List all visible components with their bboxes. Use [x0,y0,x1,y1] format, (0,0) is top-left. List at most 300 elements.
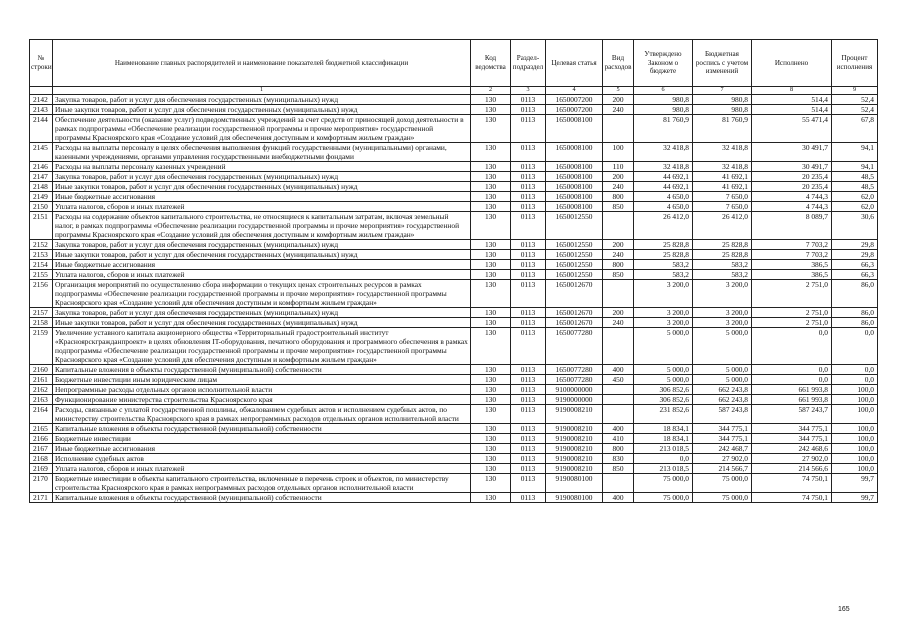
budget-list-amount-cell: 81 760,9 [693,114,752,142]
expense-type-cell: 240 [603,104,634,114]
percent-executed-cell: 62,0 [832,201,878,211]
row-name-cell: Расходы, связанные с уплатой государственной пошлины, обжалованием судебных актов и исполнением судебных актов, по министерству строительства Красноярского края в рамках непрограммных расходов отдельных органов исполнительной власти [53,404,471,423]
executed-amount-cell: 7 703,2 [752,239,832,249]
expense-type-cell [603,327,634,364]
percent-executed-cell: 100,0 [832,384,878,394]
column-number-cell: 9 [832,87,878,95]
row-number-cell: 2171 [30,492,53,502]
target-article-cell: 9190000000 [546,394,603,404]
row-name-cell: Обеспечение деятельности (оказание услуг) подведомственных учреждений за счет средств от приносящей доход деятельности в рамках подпрограммы «Обеспечение реализации государственной программы и прочие мероприятия» государственной программы Красноярского края «Создание условий для обеспечения доступным и комфортным жильем граждан» [53,114,471,142]
target-article-cell: 1650012550 [546,249,603,259]
expense-type-cell: 200 [603,94,634,104]
budget-list-amount-cell: 3 200,0 [693,279,752,307]
section-code-cell: 0113 [511,443,546,453]
target-article-cell: 9190008210 [546,463,603,473]
row-name-cell: Бюджетные инвестиции иным юридическим лицам [53,374,471,384]
dept-code-cell: 130 [471,433,511,443]
approved-amount-cell: 3 200,0 [634,307,693,317]
executed-amount-cell: 587 243,7 [752,404,832,423]
section-code-cell: 0113 [511,211,546,239]
executed-amount-cell: 0,0 [752,327,832,364]
budget-execution-table [29,39,878,503]
column-number-cell [30,87,53,95]
approved-amount-cell: 32 418,8 [634,142,693,161]
section-code-cell: 0113 [511,423,546,433]
expense-type-cell: 110 [603,161,634,171]
percent-executed-cell: 0,0 [832,327,878,364]
table-row [30,404,878,423]
row-number-cell: 2170 [30,473,53,492]
row-name-cell: Бюджетные инвестиции в объекты капитального строительства, включенные в перечень строек и объектов, по министерству строительства Красноярского края в рамках непрограммных расходов отдельных органов исполнительной власти [53,473,471,492]
row-name-cell: Капитальные вложения в объекты государственной (муниципальной) собственности [53,423,471,433]
expense-type-cell: 240 [603,181,634,191]
approved-amount-cell: 306 852,6 [634,394,693,404]
percent-executed-cell: 94,1 [832,161,878,171]
executed-amount-cell: 214 566,6 [752,463,832,473]
executed-amount-cell: 8 089,7 [752,211,832,239]
table-row [30,307,878,317]
percent-executed-cell: 86,0 [832,317,878,327]
approved-amount-cell: 18 834,1 [634,423,693,433]
target-article-cell: 1650012550 [546,269,603,279]
executed-amount-cell: 2 751,0 [752,279,832,307]
executed-amount-cell: 386,5 [752,269,832,279]
column-number-cell: 3 [511,87,546,95]
row-number-cell: 2157 [30,307,53,317]
dept-code-cell: 130 [471,453,511,463]
row-name-cell: Капитальные вложения в объекты государственной (муниципальной) собственности [53,364,471,374]
section-code-cell: 0113 [511,492,546,502]
row-number-cell: 2143 [30,104,53,114]
target-article-cell: 1650008100 [546,201,603,211]
budget-list-amount-cell: 3 200,0 [693,317,752,327]
section-code-cell: 0113 [511,404,546,423]
percent-executed-cell: 48,5 [832,181,878,191]
row-number-cell: 2144 [30,114,53,142]
executed-amount-cell: 27 902,0 [752,453,832,463]
expense-type-cell: 800 [603,259,634,269]
approved-amount-cell: 5 000,0 [634,327,693,364]
target-article-cell: 9190008210 [546,443,603,453]
budget-list-amount-cell: 980,8 [693,94,752,104]
expense-type-cell: 800 [603,191,634,201]
row-number-cell: 2168 [30,453,53,463]
column-number-cell: 2 [471,87,511,95]
section-code-cell: 0113 [511,463,546,473]
approved-amount-cell: 18 834,1 [634,433,693,443]
budget-list-amount-cell: 26 412,0 [693,211,752,239]
header-budget-list: Бюджетная роспись с учетом изменений [693,40,752,87]
target-article-cell: 1650077280 [546,374,603,384]
percent-executed-cell: 86,0 [832,307,878,317]
budget-list-amount-cell: 75 000,0 [693,492,752,502]
table-row [30,279,878,307]
budget-list-amount-cell: 662 243,8 [693,394,752,404]
dept-code-cell: 130 [471,161,511,171]
section-code-cell: 0113 [511,433,546,443]
dept-code-cell: 130 [471,307,511,317]
target-article-cell: 1650008100 [546,161,603,171]
approved-amount-cell: 3 200,0 [634,279,693,307]
target-article-cell: 9100000000 [546,384,603,394]
table-row [30,453,878,463]
section-code-cell: 0113 [511,394,546,404]
approved-amount-cell: 32 418,8 [634,161,693,171]
executed-amount-cell: 661 993,8 [752,384,832,394]
target-article-cell: 1650077280 [546,364,603,374]
approved-amount-cell: 75 000,0 [634,473,693,492]
target-article-cell: 9190008210 [546,404,603,423]
percent-executed-cell: 100,0 [832,453,878,463]
table-row [30,423,878,433]
approved-amount-cell: 44 692,1 [634,171,693,181]
percent-executed-cell: 94,1 [832,142,878,161]
section-code-cell: 0113 [511,384,546,394]
executed-amount-cell: 30 491,7 [752,161,832,171]
row-name-cell: Функционирование министерства строительства Красноярского края [53,394,471,404]
budget-list-amount-cell: 41 692,1 [693,171,752,181]
row-number-cell: 2167 [30,443,53,453]
table-row [30,269,878,279]
row-number-cell: 2164 [30,404,53,423]
dept-code-cell: 130 [471,104,511,114]
row-number-cell: 2163 [30,394,53,404]
budget-list-amount-cell: 344 775,1 [693,423,752,433]
table-row [30,374,878,384]
row-number-cell: 2154 [30,259,53,269]
column-number-cell: 7 [693,87,752,95]
expense-type-cell [603,384,634,394]
target-article-cell: 9190008210 [546,433,603,443]
table-row [30,201,878,211]
percent-executed-cell: 66,3 [832,259,878,269]
row-number-cell: 2156 [30,279,53,307]
dept-code-cell: 130 [471,404,511,423]
approved-amount-cell: 0,0 [634,453,693,463]
percent-executed-cell: 29,8 [832,239,878,249]
expense-type-cell: 400 [603,492,634,502]
table-row [30,181,878,191]
row-name-cell: Закупка товаров, работ и услуг для обеспечения государственных (муниципальных) нужд [53,239,471,249]
budget-list-amount-cell: 662 243,8 [693,384,752,394]
percent-executed-cell: 67,8 [832,114,878,142]
row-name-cell: Закупка товаров, работ и услуг для обеспечения государственных (муниципальных) нужд [53,94,471,104]
percent-executed-cell: 0,0 [832,374,878,384]
table-header-row [30,40,878,87]
row-number-cell: 2160 [30,364,53,374]
table-row [30,492,878,502]
approved-amount-cell: 75 000,0 [634,492,693,502]
executed-amount-cell: 4 744,3 [752,191,832,201]
row-name-cell: Уплата налогов, сборов и иных платежей [53,201,471,211]
approved-amount-cell: 3 200,0 [634,317,693,327]
percent-executed-cell: 99,7 [832,473,878,492]
column-number-cell: 5 [603,87,634,95]
row-name-cell: Иные закупки товаров, работ и услуг для обеспечения государственных (муниципальных) нужд [53,181,471,191]
table-row [30,463,878,473]
approved-amount-cell: 5 000,0 [634,374,693,384]
executed-amount-cell: 0,0 [752,364,832,374]
section-code-cell: 0113 [511,249,546,259]
dept-code-cell: 130 [471,211,511,239]
expense-type-cell: 100 [603,142,634,161]
budget-list-amount-cell: 587 243,8 [693,404,752,423]
dept-code-cell: 130 [471,384,511,394]
column-number-cell: 1 [53,87,471,95]
row-name-cell: Расходы на выплаты персоналу в целях обеспечения выполнения функций государственными (муниципальными) органами, казенными учреждениями, органами управления государственными внебюджетными фондами [53,142,471,161]
executed-amount-cell: 344 775,1 [752,423,832,433]
row-number-cell: 2152 [30,239,53,249]
approved-amount-cell: 25 828,8 [634,239,693,249]
header-name: Наименование главных распорядителей и наименование показателей бюджетной классификации [53,40,471,87]
section-code-cell: 0113 [511,327,546,364]
approved-amount-cell: 44 692,1 [634,181,693,191]
executed-amount-cell: 242 468,6 [752,443,832,453]
table-row [30,473,878,492]
budget-list-amount-cell: 3 200,0 [693,307,752,317]
row-name-cell: Бюджетные инвестиции [53,433,471,443]
budget-list-amount-cell: 583,2 [693,259,752,269]
target-article-cell: 1650012550 [546,211,603,239]
expense-type-cell: 800 [603,443,634,453]
percent-executed-cell: 100,0 [832,463,878,473]
expense-type-cell: 400 [603,364,634,374]
budget-list-amount-cell: 7 650,0 [693,191,752,201]
target-article-cell: 1650012670 [546,317,603,327]
dept-code-cell: 130 [471,114,511,142]
column-number-cell: 6 [634,87,693,95]
section-code-cell: 0113 [511,161,546,171]
row-number-cell: 2145 [30,142,53,161]
target-article-cell: 1650008100 [546,142,603,161]
section-code-cell: 0113 [511,201,546,211]
executed-amount-cell: 661 993,8 [752,394,832,404]
budget-list-amount-cell: 5 000,0 [693,374,752,384]
dept-code-cell: 130 [471,191,511,201]
row-name-cell: Уплата налогов, сборов и иных платежей [53,463,471,473]
percent-executed-cell: 52,4 [832,104,878,114]
target-article-cell: 1650077280 [546,327,603,364]
table-row [30,211,878,239]
header-row-number: № строки [30,40,53,87]
section-code-cell: 0113 [511,94,546,104]
row-name-cell: Иные бюджетные ассигнования [53,259,471,269]
budget-list-amount-cell: 32 418,8 [693,142,752,161]
section-code-cell: 0113 [511,269,546,279]
dept-code-cell: 130 [471,473,511,492]
approved-amount-cell: 25 828,8 [634,249,693,259]
expense-type-cell: 450 [603,374,634,384]
budget-list-amount-cell: 214 566,7 [693,463,752,473]
row-number-cell: 2150 [30,201,53,211]
section-code-cell: 0113 [511,104,546,114]
row-name-cell: Увеличение уставного капитала акционерного общества «Территориальный градостроительный институт «Красноярскгражданпроект» в целях обновления IT-оборудования, печатного оборудования и программного обеспечения в рамках подпрограммы «Обеспечение реализации государственной программы и прочие мероприятия» государственной программы Красноярского края «Создание условий для обеспечения доступным и комфортным жильем граждан» [53,327,471,364]
executed-amount-cell: 7 703,2 [752,249,832,259]
section-code-cell: 0113 [511,374,546,384]
target-article-cell: 1650007200 [546,104,603,114]
target-article-cell: 1650012550 [546,259,603,269]
table-row [30,259,878,269]
approved-amount-cell: 583,2 [634,269,693,279]
executed-amount-cell: 20 235,4 [752,181,832,191]
section-code-cell: 0113 [511,307,546,317]
row-number-cell: 2146 [30,161,53,171]
expense-type-cell [603,473,634,492]
table-row [30,161,878,171]
budget-list-amount-cell: 27 902,0 [693,453,752,463]
dept-code-cell: 130 [471,201,511,211]
column-number-cell: 8 [752,87,832,95]
row-name-cell: Иные бюджетные ассигнования [53,443,471,453]
row-number-cell: 2165 [30,423,53,433]
row-number-cell: 2159 [30,327,53,364]
row-name-cell: Исполнение судебных актов [53,453,471,463]
table-body [30,94,878,502]
section-code-cell: 0113 [511,279,546,307]
row-number-cell: 2158 [30,317,53,327]
expense-type-cell: 240 [603,317,634,327]
budget-list-amount-cell: 344 775,1 [693,433,752,443]
row-number-cell: 2155 [30,269,53,279]
table-row [30,114,878,142]
dept-code-cell: 130 [471,317,511,327]
table-row [30,239,878,249]
dept-code-cell: 130 [471,171,511,181]
section-code-cell: 0113 [511,171,546,181]
row-name-cell: Капитальные вложения в объекты государственной (муниципальной) собственности [53,492,471,502]
target-article-cell: 1650008100 [546,191,603,201]
approved-amount-cell: 213 018,5 [634,443,693,453]
header-percent: Процент исполнения [832,40,878,87]
row-number-cell: 2161 [30,374,53,384]
approved-amount-cell: 81 760,9 [634,114,693,142]
percent-executed-cell: 48,5 [832,171,878,181]
executed-amount-cell: 20 235,4 [752,171,832,181]
percent-executed-cell: 100,0 [832,443,878,453]
expense-type-cell: 200 [603,239,634,249]
row-name-cell: Иные закупки товаров, работ и услуг для обеспечения государственных (муниципальных) нужд [53,104,471,114]
expense-type-cell: 400 [603,423,634,433]
executed-amount-cell: 514,4 [752,94,832,104]
dept-code-cell: 130 [471,374,511,384]
expense-type-cell: 850 [603,463,634,473]
row-number-cell: 2147 [30,171,53,181]
row-number-cell: 2149 [30,191,53,201]
expense-type-cell: 200 [603,171,634,181]
budget-list-amount-cell: 32 418,8 [693,161,752,171]
approved-amount-cell: 231 852,6 [634,404,693,423]
row-number-cell: 2162 [30,384,53,394]
row-number-cell: 2166 [30,433,53,443]
target-article-cell: 9190080100 [546,473,603,492]
dept-code-cell: 130 [471,327,511,364]
table-row [30,394,878,404]
percent-executed-cell: 29,8 [832,249,878,259]
executed-amount-cell: 55 471,4 [752,114,832,142]
row-name-cell: Расходы на выплаты персоналу казенных учреждений [53,161,471,171]
executed-amount-cell: 2 751,0 [752,317,832,327]
target-article-cell: 9190008210 [546,453,603,463]
target-article-cell: 1650012670 [546,307,603,317]
percent-executed-cell: 100,0 [832,423,878,433]
row-number-cell: 2148 [30,181,53,191]
table-row [30,249,878,259]
expense-type-cell [603,279,634,307]
expense-type-cell: 410 [603,433,634,443]
table-row [30,364,878,374]
budget-list-amount-cell: 242 468,7 [693,443,752,453]
percent-executed-cell: 0,0 [832,364,878,374]
approved-amount-cell: 5 000,0 [634,364,693,374]
header-approved: Утверждено Законом о бюджете [634,40,693,87]
table-row [30,171,878,181]
dept-code-cell: 130 [471,279,511,307]
target-article-cell: 1650012670 [546,279,603,307]
row-name-cell: Иные закупки товаров, работ и услуг для обеспечения государственных (муниципальных) нужд [53,317,471,327]
executed-amount-cell: 0,0 [752,374,832,384]
budget-list-amount-cell: 25 828,8 [693,249,752,259]
row-name-cell: Закупка товаров, работ и услуг для обеспечения государственных (муниципальных) нужд [53,307,471,317]
header-expense-type: Вид расходов [603,40,634,87]
table-row [30,384,878,394]
budget-list-amount-cell: 980,8 [693,104,752,114]
section-code-cell: 0113 [511,142,546,161]
section-code-cell: 0113 [511,114,546,142]
approved-amount-cell: 213 018,5 [634,463,693,473]
executed-amount-cell: 74 750,1 [752,473,832,492]
budget-list-amount-cell: 5 000,0 [693,364,752,374]
target-article-cell: 1650008100 [546,181,603,191]
table-row [30,443,878,453]
percent-executed-cell: 30,6 [832,211,878,239]
dept-code-cell: 130 [471,423,511,433]
row-name-cell: Непрограммные расходы отдельных органов исполнительной власти [53,384,471,394]
expense-type-cell: 850 [603,201,634,211]
table-row [30,317,878,327]
target-article-cell: 1650012550 [546,239,603,249]
percent-executed-cell: 52,4 [832,94,878,104]
budget-list-amount-cell: 41 692,1 [693,181,752,191]
expense-type-cell: 830 [603,453,634,463]
executed-amount-cell: 344 775,1 [752,433,832,443]
row-name-cell: Расходы на содержание объектов капитального строительства, не относящиеся к капитальным затратам, включая земельный налог, в рамках подпрограммы «Обеспечение реализации государственной программы и прочие мероприятия» государственной программы Красноярского края «Создание условий для обеспечения доступным и комфортным жильем граждан» [53,211,471,239]
executed-amount-cell: 4 744,3 [752,201,832,211]
dept-code-cell: 130 [471,269,511,279]
dept-code-cell: 130 [471,239,511,249]
expense-type-cell [603,211,634,239]
approved-amount-cell: 306 852,6 [634,384,693,394]
section-code-cell: 0113 [511,317,546,327]
row-name-cell: Уплата налогов, сборов и иных платежей [53,269,471,279]
expense-type-cell: 200 [603,307,634,317]
dept-code-cell: 130 [471,181,511,191]
approved-amount-cell: 26 412,0 [634,211,693,239]
executed-amount-cell: 514,4 [752,104,832,114]
percent-executed-cell: 99,7 [832,492,878,502]
page-number: 165 [838,606,850,613]
expense-type-cell: 240 [603,249,634,259]
executed-amount-cell: 2 751,0 [752,307,832,317]
executed-amount-cell: 30 491,7 [752,142,832,161]
row-name-cell: Организация мероприятий по осуществлению сбора информации о текущих ценах строительных ресурсов в рамках подпрограммы «Обеспечение реализации государственной программы и прочие мероприятия» государственной программы Красноярского края «Создание условий для обеспечения доступным и комфортным жильем граждан» [53,279,471,307]
dept-code-cell: 130 [471,443,511,453]
percent-executed-cell: 86,0 [832,279,878,307]
section-code-cell: 0113 [511,259,546,269]
section-code-cell: 0113 [511,364,546,374]
budget-list-amount-cell: 25 828,8 [693,239,752,249]
approved-amount-cell: 980,8 [634,94,693,104]
section-code-cell: 0113 [511,239,546,249]
